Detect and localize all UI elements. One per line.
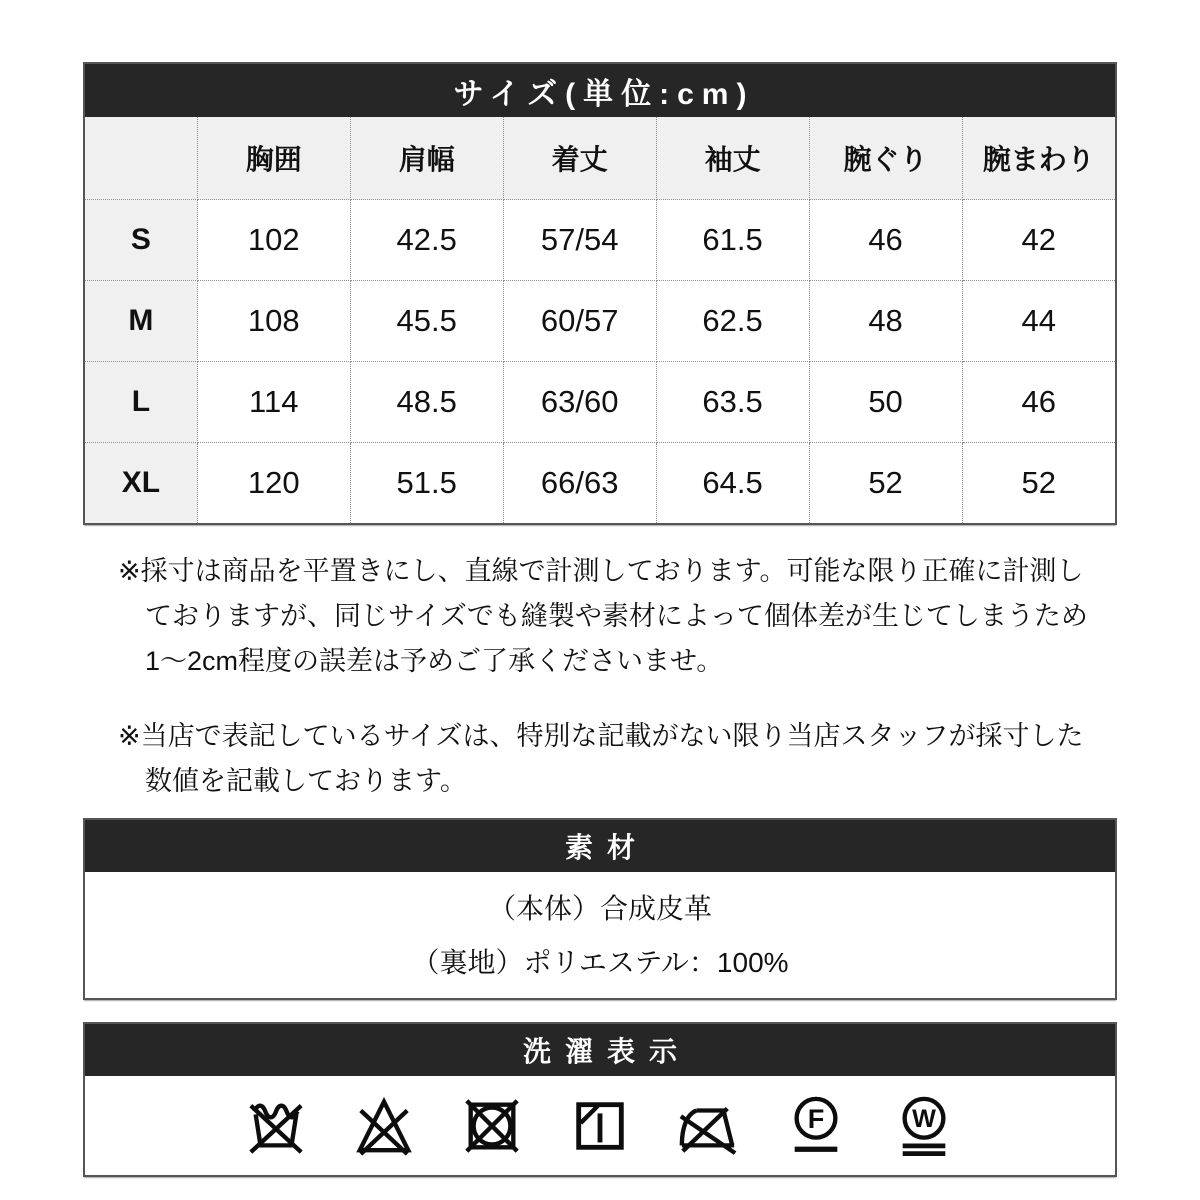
col-header-chest: 胸囲 bbox=[197, 117, 350, 200]
size-table bbox=[85, 117, 1115, 523]
care-label-section bbox=[83, 1022, 1117, 1177]
cell: 50 bbox=[809, 362, 962, 443]
material-body bbox=[85, 872, 1115, 998]
note-line: ※採寸は商品を平置きにし、直線で計測しております。可能な限り正確に計測し bbox=[118, 556, 1084, 586]
cell: 57/54 bbox=[503, 200, 656, 281]
cell: 60/57 bbox=[503, 281, 656, 362]
cell: 48 bbox=[809, 281, 962, 362]
size-table-header-row bbox=[85, 117, 1115, 200]
staff-measured-note bbox=[118, 714, 1117, 804]
size-table-section bbox=[83, 62, 1117, 525]
col-header-sleeve: 袖丈 bbox=[656, 117, 809, 200]
size-table-title-bar bbox=[85, 64, 1115, 117]
cell: 63/60 bbox=[503, 362, 656, 443]
cell: 62.5 bbox=[656, 281, 809, 362]
cell: 120 bbox=[197, 443, 350, 524]
do-not-wash-icon bbox=[245, 1095, 307, 1157]
measurement-note bbox=[118, 549, 1117, 684]
care-title-bar bbox=[85, 1024, 1115, 1076]
wet-clean-w-very-gentle-icon bbox=[893, 1095, 955, 1157]
note-line: ておりますが、同じサイズでも縫製や素材によって個体差が生じてしまうため bbox=[145, 601, 1088, 631]
cell: 46 bbox=[809, 200, 962, 281]
row-label: S bbox=[85, 200, 197, 281]
cell: 63.5 bbox=[656, 362, 809, 443]
cell: 108 bbox=[197, 281, 350, 362]
care-symbols-row bbox=[85, 1076, 1115, 1175]
corner-cell bbox=[85, 117, 197, 200]
cell: 64.5 bbox=[656, 443, 809, 524]
dry-clean-f-gentle-icon bbox=[785, 1095, 847, 1157]
col-header-shoulder: 肩幅 bbox=[350, 117, 503, 200]
cell: 114 bbox=[197, 362, 350, 443]
cell: 46 bbox=[962, 362, 1115, 443]
material-section bbox=[83, 818, 1117, 1000]
note-line: 1～2cm程度の誤差は予めご了承くださいませ。 bbox=[145, 646, 724, 676]
cell: 102 bbox=[197, 200, 350, 281]
table-row-m bbox=[85, 281, 1115, 362]
col-header-armhole: 腕ぐり bbox=[809, 117, 962, 200]
row-label: XL bbox=[85, 443, 197, 524]
row-label: M bbox=[85, 281, 197, 362]
cell: 48.5 bbox=[350, 362, 503, 443]
note-line: 数値を記載しております。 bbox=[145, 766, 467, 796]
dry-clean-letter: F bbox=[807, 1102, 825, 1134]
row-label: L bbox=[85, 362, 197, 443]
cell: 42 bbox=[962, 200, 1115, 281]
material-title: 素材 bbox=[564, 832, 649, 863]
cell: 45.5 bbox=[350, 281, 503, 362]
table-row-s bbox=[85, 200, 1115, 281]
cell: 51.5 bbox=[350, 443, 503, 524]
do-not-iron-icon bbox=[677, 1095, 739, 1157]
cell: 52 bbox=[809, 443, 962, 524]
cell: 61.5 bbox=[656, 200, 809, 281]
material-line-shell: （本体）合成皮革 bbox=[487, 893, 712, 924]
note-line: ※当店で表記しているサイズは、特別な記載がない限り当店スタッフが採寸した bbox=[118, 721, 1084, 751]
line-dry-in-shade-icon bbox=[569, 1095, 631, 1157]
do-not-bleach-icon bbox=[353, 1095, 415, 1157]
do-not-tumble-dry-icon bbox=[461, 1095, 523, 1157]
col-header-arm-width: 腕まわり bbox=[962, 117, 1115, 200]
cell: 44 bbox=[962, 281, 1115, 362]
material-line-lining: （裏地）ポリエステル：100% bbox=[411, 947, 789, 978]
cell: 52 bbox=[962, 443, 1115, 524]
table-row-xl bbox=[85, 443, 1115, 524]
material-title-bar bbox=[85, 820, 1115, 872]
wet-clean-letter: W bbox=[912, 1104, 936, 1133]
col-header-length: 着丈 bbox=[503, 117, 656, 200]
size-table-title: サイズ(単位:cm) bbox=[453, 77, 755, 111]
table-row-l bbox=[85, 362, 1115, 443]
cell: 42.5 bbox=[350, 200, 503, 281]
care-title: 洗濯表示 bbox=[522, 1036, 691, 1067]
cell: 66/63 bbox=[503, 443, 656, 524]
